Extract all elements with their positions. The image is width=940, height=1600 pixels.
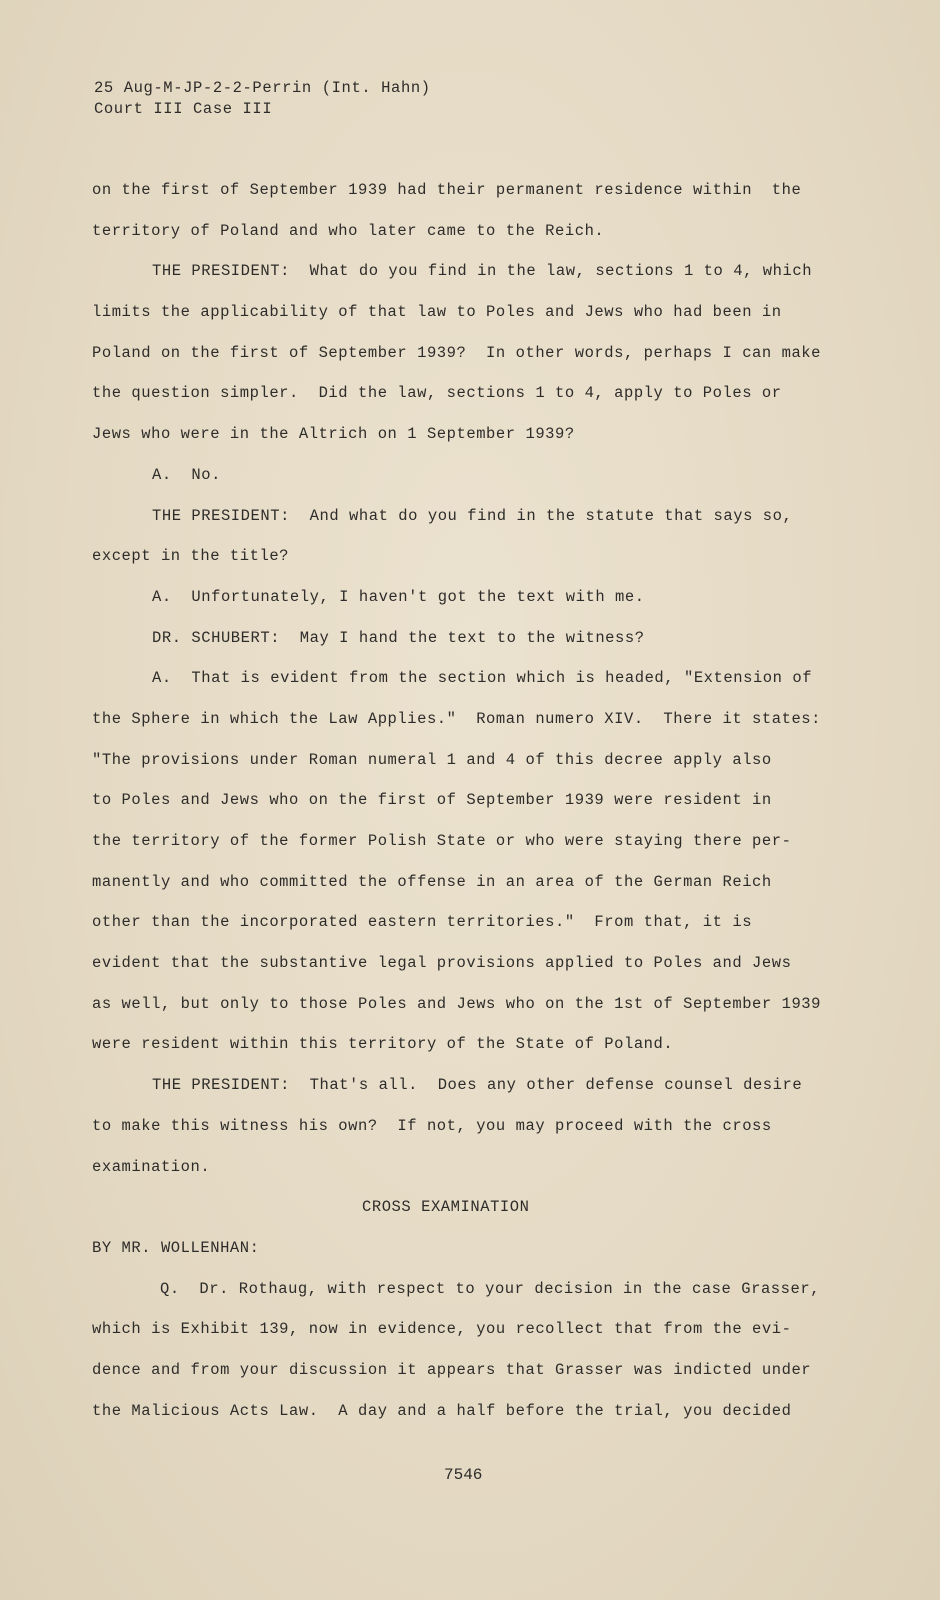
text-line: the question simpler. Did the law, sections 1 to 4, apply to Poles or <box>92 384 782 403</box>
page-number: 7546 <box>444 1466 483 1484</box>
transcript-body <box>92 180 872 1441</box>
text-line: the Malicious Acts Law. A day and a half before the trial, you decided <box>92 1401 792 1420</box>
text-line: which is Exhibit 139, now in evidence, you recollect that from the evi- <box>92 1320 792 1339</box>
text-line: to make this witness his own? If not, you may proceed with the cross <box>92 1116 772 1135</box>
header-line-2: Court III Case III <box>94 100 273 118</box>
text-line: Q. Dr. Rothaug, with respect to your decision in the case Grasser, <box>160 1279 821 1298</box>
text-line: limits the applicability of that law to Poles and Jews who had been in <box>92 303 782 322</box>
text-line: to Poles and Jews who on the first of September 1939 were resident in <box>92 791 772 810</box>
text-line: THE PRESIDENT: What do you find in the law, sections 1 to 4, which <box>152 262 813 281</box>
text-line: territory of Poland and who later came to the Reich. <box>92 221 605 240</box>
text-line: manently and who committed the offense in an area of the German Reich <box>92 872 772 891</box>
text-line: as well, but only to those Poles and Jews who on the 1st of September 1939 <box>92 994 822 1013</box>
text-line: THE PRESIDENT: And what do you find in the statute that says so, <box>152 506 793 525</box>
text-line: evident that the substantive legal provisions applied to Poles and Jews <box>92 954 792 973</box>
text-line: on the first of September 1939 had their permanent residence within the <box>92 181 802 199</box>
text-line: Jews who were in the Altrich on 1 September 1939? <box>92 425 575 444</box>
text-line: "The provisions under Roman numeral 1 and 4 of this decree apply also <box>92 750 772 769</box>
text-line: were resident within this territory of the State of Poland. <box>92 1035 674 1054</box>
text-line: examination. <box>92 1157 211 1176</box>
header-line-1: 25 Aug-M-JP-2-2-Perrin (Int. Hahn) <box>94 79 431 97</box>
text-line: dence and from your discussion it appears that Grasser was indicted under <box>92 1360 812 1379</box>
text-line: except in the title? <box>92 547 290 566</box>
text-line: the territory of the former Polish State or who were staying there per- <box>92 832 792 850</box>
section-heading: CROSS EXAMINATION <box>362 1198 530 1217</box>
text-line: THE PRESIDENT: That's all. Does any other defense counsel desire <box>152 1076 803 1095</box>
text-line: A. Unfortunately, I haven't got the text with me. <box>152 587 645 606</box>
text-line: other than the incorporated eastern territories." From that, it is <box>92 913 753 932</box>
text-line: Poland on the first of September 1939? In other words, perhaps I can make <box>92 343 822 362</box>
transcript-header <box>94 78 431 120</box>
text-line: A. No. <box>152 465 221 484</box>
text-line: DR. SCHUBERT: May I hand the text to the witness? <box>152 628 645 647</box>
text-line: A. That is evident from the section which is headed, "Extension of <box>152 669 813 688</box>
examiner-line: BY MR. WOLLENHAN: <box>92 1238 260 1257</box>
text-line: the Sphere in which the Law Applies." Roman numero XIV. There it states: <box>92 709 822 728</box>
